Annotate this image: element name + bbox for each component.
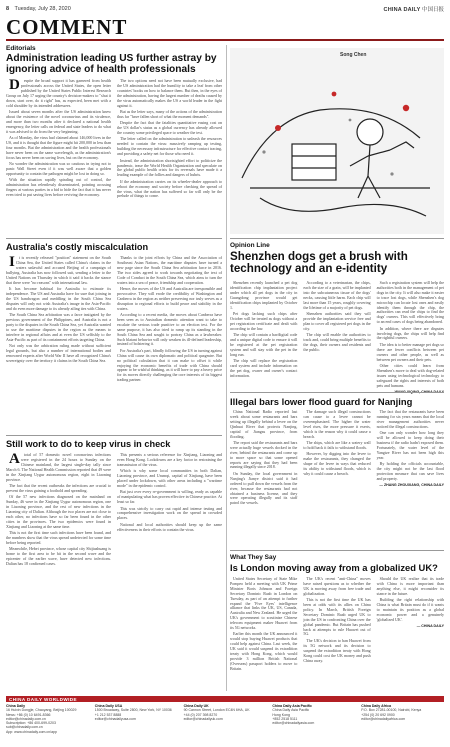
virus-col-2 <box>117 453 222 691</box>
virus-paragraph: Meanwhile, Hebei province, whose capital city Shijiazhuang is home to the first area to be hit in the second wave and the epicenter of the earlier wave, have detected new infections. Dalian has 18 confirmed cases. <box>6 546 111 567</box>
guide-paragraph: This is not the first time the UK has been at odds with its allies on China policy. In March, British Foreign Secretary Dominic Raab urged UK to join the US in confronting China over the global pandemic. But Britain has pushed back at attempts to rule Huawei out of 5G. <box>303 597 371 637</box>
bars-paragraph: The ships, which are like a watery wall to hold back it fails to withstand floods. <box>303 439 371 450</box>
opinion-paragraph: According to a veterinarian, the chips, each the size of a grain, will be implanted into the subcutaneous tissue of the dogs' necks, causing little harm. Each chip will last more than 15 years, roughly covering the lifetime of a majority of pet dogs. <box>303 280 371 310</box>
australia-body <box>6 256 222 431</box>
guide-paragraph: The UK's decision to ban Huawei from its 5G network and its decision to suspend the extradition treaty with Hong Kong could cost the UK money and push China away. <box>303 637 371 663</box>
bars-paragraph: One can only wonder how long they will be allowed to keep doing their business if the radio hadn't exposed them. Fortunately, the water level of the Yangtze River has not been high this year. <box>376 430 444 460</box>
issue-date: Tuesday, July 28, 2020 <box>14 6 71 12</box>
footer-column <box>95 704 178 742</box>
divider <box>6 435 222 436</box>
australia-paragraph: The South China Sea arbitration was a farce instigated by the previous government of the Philippines, and Australia is not a party to the disputes in the South China Sea, yet Australia wanted to use the maritime disputes in the region as the means to interfere in regional affairs and at even the US selfishly to the Asia-Pacific as part of its containment efforts targeting China. <box>6 311 111 342</box>
virus-body <box>6 453 222 691</box>
australia-paragraph: For Australia's part, blindly following the US in turning against China will cause its own diplomatic and political quagmire. But no political calculation that it can make to offset it while enjoying the economic benefits of trade with China should appear to be wishful thinking, as it will have to pay a heavy price for its moves directly challenging the core interests of its biggest trading partner. <box>117 347 222 383</box>
australia-paragraph: Not only was the arbitration ruling made without sufficient legal grounds, but also a number of international bodies and renowned experts after World War II have all recognized China's sovereignty over the territory it claims in the South China Sea. <box>6 342 111 363</box>
australia-paragraph: It has become habitual for Australia to estimate its independence. The US and Australia have for sure that joining in the US bandwagon and meddling in the South China Sea disputes will only not wish Australia's image in the Asia-Pacific and do even more damage to its already ailing ties with China. <box>6 285 111 311</box>
footer-line: editor@chinadailyasia.com <box>272 721 315 726</box>
virus-paragraph: But just over every re-government is willing, ready as capable of manipulating what has proven effective in Chinese practice. At least so far. <box>117 489 223 505</box>
opinion-paragraph: The chip will contain a bar/digital code and a unique digital code to ensure it will be registered at the pet registration system and will stay with the pet in the long run. <box>230 332 298 357</box>
opinion-paragraph: Pet dogs lacking such chips after October will be treated as dogs without a pet registration certificate and dealt with according to the law. <box>230 310 298 331</box>
bars-paragraph: However, by digging into the levee to make the restaurants, they changed the shape of the levee in ways that reduced its ability to withstand floods, which is why it could cause a breach. <box>303 451 371 476</box>
footer-line: editor@chinadailyuk.com <box>183 716 223 721</box>
editorial-headline: Administration leading US further astray by ignoring advice of health professionals <box>6 53 217 75</box>
editorial-paragraph: If the administration carries on its wheeler-dealer approach to reboot the economy and society before checking the spread of the virus, what the nation has suffered so far will only be the prelude of things to come. <box>117 178 222 199</box>
guide-paragraph: Earlier this month the UK announced it would stop buying Huawei products that could help against China. Last week, the UK said it would suspend its extradition treaty with Hong Kong, which would provide 3 million British National (Overseas) passport holders to move to Britain. <box>230 631 298 671</box>
bars-headline: Illegal bars lower flood guard for Nanjing <box>230 396 413 407</box>
footer-line: News: +86 (0) 10 6491-8366 <box>6 712 51 717</box>
section-masthead: COMMENT <box>6 15 128 39</box>
opinion-paragraph: Such a registration system will help the authorities both in the management of pet dogs in the city. It will also make it easier to trace lost dogs, while Shenzhen's dog microchip can locate lost ones and easily identify them through the chip, the authorities can read the chips to find the dogs' owners. This will effectively bring to an end cases of dogs being abandoned. <box>376 280 444 325</box>
bars-paragraph: The damage such illegal constructions can cause to a levee cannot be overemphasized. The higher the water level rises, the more pressure it exerts, which is the reason why it could cause a breach. <box>303 409 371 439</box>
bars-paragraph: On Sunday, the local government in Nanjing's Jianye district said it had ordered to pull down the vessels from the river, because the restaurants had not obtained a business license, and they were operating illegally and its staff patrol the vessels. <box>230 470 298 506</box>
bars-paragraph: The fact that the restaurants have been running for six years means that the local river management authorities never noticed the illegal constructions. <box>376 409 444 429</box>
cartoon-credit: Song Chen <box>340 52 367 58</box>
bars-paragraph: China National Radio reported last week about some restaurants and bars setting up illegally behind a levee on the Qinhuai River that protects Nanjing, capital of Jiangsu province, from flooding. <box>230 409 298 439</box>
footer-line: Subscription: +86 400-699-0203 <box>6 721 56 726</box>
editorials-label: Editorials <box>6 45 36 52</box>
opinion-paragraph: Shenzhen recently launched a pet dog identification chip implantation project under which all pet dogs in the city in Guangdong province would get identification chips implanted by October 1. <box>230 280 298 310</box>
footer-title: China Daily USA <box>94 704 123 708</box>
editorial-paragraph: But as the letter says, many of the actions of the administration thus far "have fallen short of what the moment demands". <box>117 108 222 119</box>
masthead-rule <box>6 39 444 41</box>
divider <box>230 550 444 551</box>
editorial-paragraph: Despite the fact that the fatalities quantitative easing cost on the US dollar's status as a global currency has already allowed the country some privileged space to weather the test. <box>117 120 222 136</box>
australia-paragraph: Thanks to the joint efforts by China and the Association of Southeast Asian Nations, the maritime disputes have turned a new page since the South China Sea arbitration farce in 2016. The two sides agreed to work towards negotiating the text of Code of Conduct in the South China Sea, which aims to turn the waters into a sea of peace, friendship and cooperation. <box>117 255 222 285</box>
opinion-col-2 <box>303 281 370 389</box>
footer-title: China Daily UK <box>183 704 209 708</box>
bars-paragraph: The report said the restaurants and bars were actually huge vessels docked in the river, behind the restaurants and come up to more space so that some opened reports are saying that they had been running illegally since 2018. <box>230 439 298 470</box>
editorial-paragraph: Despite the broad support it has garnered from health professionals across the United States, the open letter published by the United States Public Interest Research Group on July 17 urging the country's decision-makers to "shut it down, start over, do it right" has, as expected, been met with a cold shoulder by its intended addressees. <box>6 77 111 108</box>
bars-col-3 <box>377 410 444 546</box>
editorial-paragraph: No wonder the administration was so cautious in trying not to panic Wall Street even if it was well aware that a golden opportunity to contain the pathogen might be lost in doing so. <box>6 161 111 176</box>
editorial-cartoon <box>230 48 444 234</box>
editorial-paragraph: Issued about seven months after the US administration knew about the existence of the novel coronavirus and its virulence, and more than two months after it declared a national health emergency, the letter calls on federal and state leaders to do what it was advised to do from the very beginning. <box>6 108 111 134</box>
footer-line: +852 2518 5111 <box>272 716 298 721</box>
guide-col-3 <box>377 577 444 691</box>
footer-band: CHINA DAILY WORLDWIDE <box>6 696 444 702</box>
footer-line: P.O. Box 27281-00100, Nairobi, Kenya <box>361 708 422 713</box>
virus-headline: Still work to do to keep virus in check <box>6 439 171 449</box>
footer-line: App: www.chinadaily.com.cn/app <box>6 729 57 734</box>
footer-line: sub@chinadaily.com.cn <box>6 725 43 730</box>
footer-line: editor@chinadailyafrica.com <box>361 716 406 721</box>
bars-body <box>230 410 444 546</box>
divider <box>6 238 222 239</box>
footer-line: 16 Huixin Dongjie, Chaoyang, Beijing 100029 <box>6 708 77 713</box>
guide-paragraph: United States Secretary of State Mike Pompeo held a meeting with UK Prime Minister Boris Johnson and Foreign Secretary Dominic Raab in London on Tuesday, as part of an attempt to further expand the 'Five Eyes' intelligence alliance that links the UK, US, Canada, Australia and New Zealand. He urged the UK's government to scrutinize Chinese telecom equipment maker Huawei from its 5G networks. <box>230 576 298 631</box>
footer-line: China Daily Asia Pacific <box>272 708 310 713</box>
editorial-body <box>6 79 222 232</box>
australia-paragraph: Hence, the moves of the US and Australia are irresponsible and provocative. They will erode the credibility of Washington and Canberra in the region as neither preserving nor truly serves as a disruption to regional efforts to build peace and stability in the waters. <box>117 285 222 311</box>
virus-paragraph: The fact that the recent outbreaks the infections are crucial to prevent the virus gaining a foothold and spreading. <box>6 482 111 493</box>
footer-line: 1500 Broadway, Suite 2800, New York, NY 10036 <box>94 708 172 713</box>
guide-col-2 <box>303 577 370 691</box>
opinion-paragraph: Other cities could learn from Shenzhen's move to deal with dog-related issues using technological technology to safeguard the rights and interests of both pets and humans. <box>376 363 444 388</box>
page-header <box>6 4 444 14</box>
guide-paragraph: Building the right relationship with China is what Britain must do if it wants to maintain its position as a global economic power and a genuinely 'globalized UK'. <box>376 597 444 622</box>
footer-line: +254 (0) 20 692 0900 <box>361 712 395 717</box>
footer-title: China Daily <box>6 704 26 708</box>
opinion-body <box>230 281 444 389</box>
opinion-label: Opinion Line <box>230 242 270 249</box>
editorial-paragraph: The two options need not have been mutually exclusive, had the US administration had the humility to take a leaf from other countries' books on how to balance them. But then, in the eyes of the administration, having the largest number of deaths caused by the virus automatically makes the US a world leader in the fight against it. <box>117 78 223 108</box>
opinion-paragraph: The idea is to better manage pet dogs so there are fewer conflicts between pet owners and other people, as well as between pet owners and their pets. <box>376 341 444 362</box>
virus-col-1 <box>6 453 111 691</box>
virus-paragraph: Which is why some local communities in both Dalian, Liaoning province, and Urumqi, capital of Xinjiang, have been placed under lockdown, with other areas including a "wartime mode" in the epidemic control. <box>117 468 222 488</box>
footer-line: editor@chinadaily.com.cn <box>6 716 46 721</box>
divider <box>230 392 444 393</box>
divider <box>230 238 444 239</box>
editorial-paragraph: With the situation rapidly spiraling out of control, the administration has relentlessly disseminated, pointing accusing fingers at various parties in a bid to hide the fact that it has never even tried to put saving lives before reviving the economy. <box>6 177 111 197</box>
australia-paragraph: It is recently released "position" statement on the South China Sea, the United States called China's claims in the waters unlawful and accused Beijing of a campaign of bullying, Australia has now followed suit, sending a letter to the United Nations on Thursday in which it said it backs the stance that there were "no reasons" with international law. <box>6 254 111 285</box>
footer-contacts <box>6 704 444 742</box>
footer-line: Hong Kong <box>272 712 290 717</box>
virus-paragraph: Of the 57 new infections diagnosed on the mainland on Sunday, 46 were in the Xinjiang Uygur autonomous region, one in Liaoning province, and the rest of new infections in the Liaoning city of Dalian. Although the two places are not close to each other, no infections have so far been found in the other cities in the provinces. The two epidemics were found in Xinjiang and Liaoning at the same time. <box>6 494 111 529</box>
footer-line: 90 Cannon Street, London EC4N 6HA, UK <box>183 708 250 713</box>
australia-col-1 <box>6 256 111 431</box>
guide-signoff: — CHINA DAILY <box>416 624 444 629</box>
footer-column <box>6 704 89 742</box>
australia-paragraph: According to a recent media, the moves about Canberra have been seen as to Australian domestic attention want to take to escalate the serious trade punitive to an election test. For the same purpose, it has also tried to ramp up its standing in the South China Sea and sought to portray China as a lawbreaker. Such blatant behavior will only weaken its ill-defined leadership, instead of bolstering it. <box>117 311 222 347</box>
footer-title: China Daily Africa <box>361 704 392 708</box>
guide-paragraph: Should the UK realize that its trade with China is more important than anything else, it might reconsider its stance in the future. <box>376 576 444 596</box>
footer-line: editor@chinadailyusa.com <box>94 716 136 721</box>
brand-name: CHINA DAILY <box>383 7 421 13</box>
page-header-left <box>6 6 71 12</box>
bars-paragraph: By holding the officials accountable, the city might not be the last flood protection measure that can save lives and property. <box>376 461 444 481</box>
editorial-paragraph: Instead, the administration shortsighted effort to politicize the pandemic, tease the World Health Organization and speculate on the global public health crisis for its reversals have made it a leading example of the follies and dangers of hubris. <box>117 157 222 178</box>
editorial-col-2 <box>117 79 222 232</box>
bars-col-2 <box>303 410 370 546</box>
editorial-paragraph: As of Monday, the virus had claimed about 146,000 lives in the US, and it is thought that the figure might hit 200,000 in less than four months. But the administration and the health professionals have never been on the same wavelength, as the administration's focus has never been on saving lives, but on the economy. <box>6 134 111 160</box>
cartoon-illustration <box>230 48 444 234</box>
footer-title: China Daily Asia Pacific <box>272 704 312 708</box>
guide-body <box>230 577 444 691</box>
footer-column <box>361 704 444 742</box>
footer-line: +1 212 537 8888 <box>94 712 122 717</box>
opinion-col-1 <box>230 281 297 389</box>
brand-suffix: 中国日报 <box>421 7 444 13</box>
guide-label: What They Say <box>230 554 277 561</box>
editorial-col-1 <box>6 79 111 232</box>
bars-signoff: — ZHANG ZHOUXIANG, CHINA DAILY <box>379 483 444 488</box>
opinion-paragraph: Shenzhen authorities said they will provide the implantation service free and plan to cover all registered pet dogs in the city. <box>303 310 371 331</box>
opinion-paragraph: The chip will replace the registration card system and include information on the pet dog, owner and owner's contact information. <box>230 358 298 378</box>
guide-paragraph: The UK's recent "anti-China" moves have raised questions as to whether the UK is moving away from free trade and globalization. <box>303 576 371 596</box>
editorial-paragraph: The letter called on the administration to unleash the resources needed to contain the virus: massively ramping up testing, building the necessary infrastructure for effective contact tracing, and providing a safety net for those who need it. <box>117 136 222 157</box>
virus-paragraph: Atotal of 57 domestic novel coronavirus infections were registered in the 24 hours to Sunday on the Chinese mainland, the largest single-day tally since March 6. The National Health Commission reported that 49 were in the Xinjiang Uygur autonomous region, eight in Liaoning province. <box>6 451 111 482</box>
australia-col-2 <box>117 256 222 431</box>
bars-col-1 <box>230 410 297 546</box>
page-number: 8 <box>6 6 10 12</box>
virus-paragraph: National and local authorities should keep up the same effectiveness in their efforts to contain the virus. <box>117 521 222 532</box>
virus-paragraph: This presents a serious reference for Xinjiang, Liaoning and even Hong Kong. Lockdowns are a key factor in restraining the transmission of the virus. <box>117 452 222 467</box>
column-divider <box>226 45 227 691</box>
guide-headline: Is London moving away from a globalized UK? <box>230 562 438 573</box>
opinion-headline: Shenzhen dogs get a brush with technology and an e-identity <box>230 250 408 276</box>
opinion-col-3 <box>377 281 444 389</box>
footer-line: +44 (0) 207 398 8270 <box>183 712 218 717</box>
opinion-paragraph: In addition, where there are disputes involving dogs, the chips will help find the rightful owners. <box>376 325 444 341</box>
opinion-paragraph: The chip will enable the authorities to track and, could bring multiple benefits to the dogs, their owners and residents and the public. <box>303 332 371 352</box>
footer-column <box>272 704 355 742</box>
brand <box>384 5 444 13</box>
virus-paragraph: This was strictly to carry out rapid and intense testing and comprehensive investigation work on the spread in crowded places. <box>117 505 222 521</box>
virus-paragraph: This is not the first time such infections have been found, and the numbers show that the virus spread undetected for some time before being reported. <box>6 530 111 545</box>
guide-col-1 <box>230 577 297 691</box>
footer-column <box>184 704 267 742</box>
australia-headline: Australia's costly miscalculation <box>6 242 149 252</box>
